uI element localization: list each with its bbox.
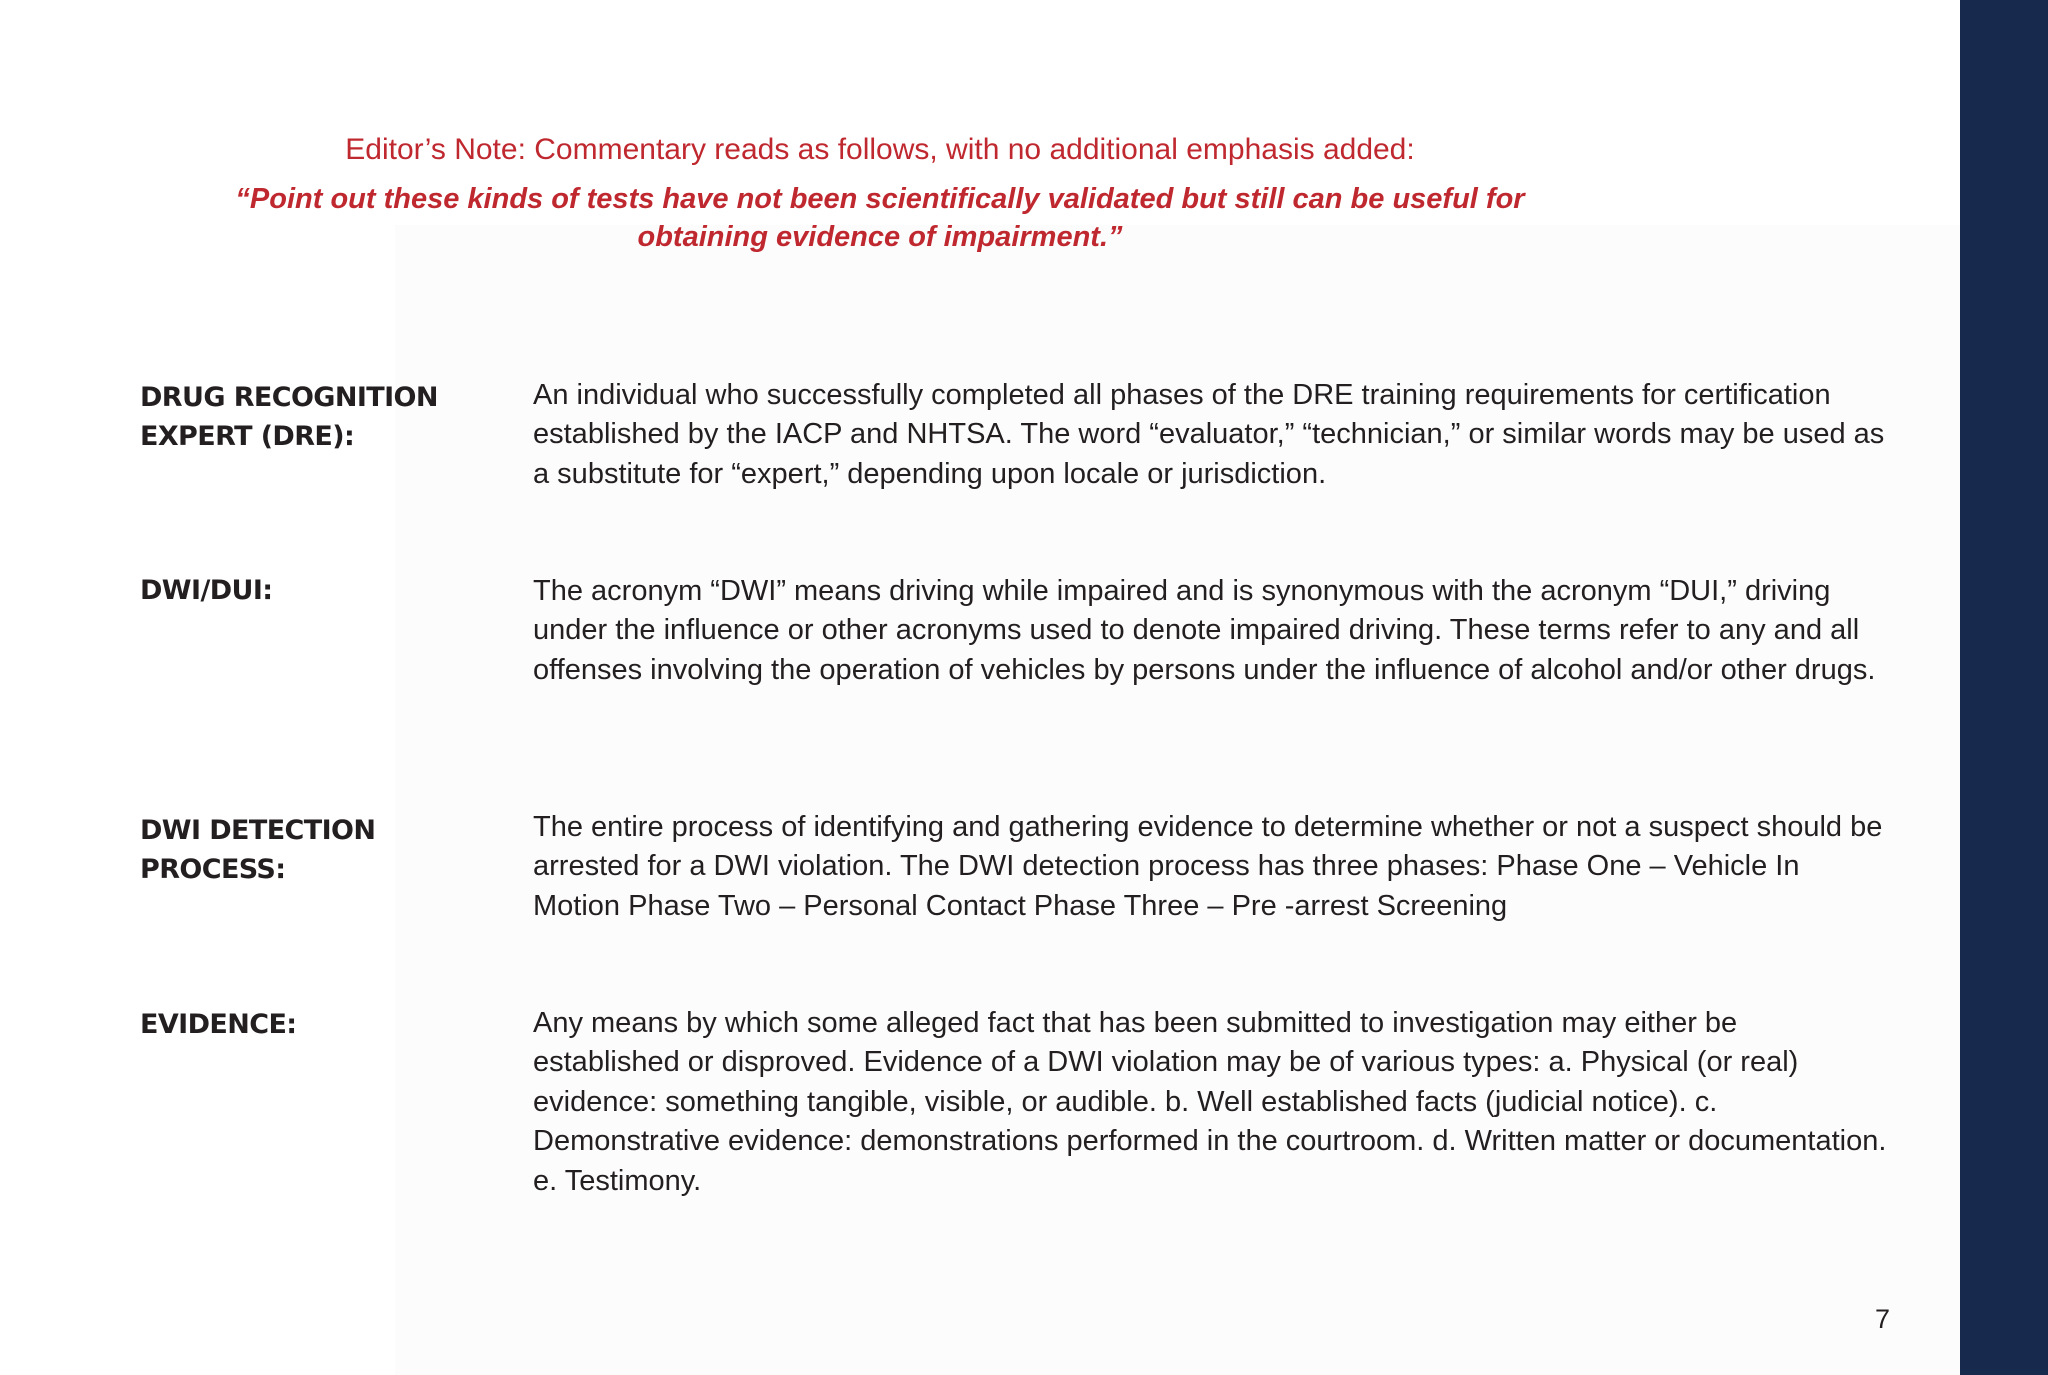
- term-drug-recognition-expert: DRUG RECOGNITION EXPERT (DRE):: [140, 382, 438, 452]
- term-evidence: EVIDENCE:: [140, 1009, 297, 1040]
- editor-note-intro: Editor’s Note: Commentary reads as follows, with no additional emphasis added:: [345, 133, 1415, 166]
- term-dwi-detection-process: DWI DETECTION PROCESS:: [140, 815, 376, 885]
- navy-side-bar: [1960, 0, 2048, 1375]
- term-dwi-dui: DWI/DUI:: [140, 575, 273, 606]
- definition-evidence: Any means by which some alleged fact that has been submitted to investigation may either be established or disproved. Evidence of a DWI violation may be of various types: a. Physical (or real) evidence: something tangible, visible, or audible. b. Well established facts (judicial notice). c. Demonstrative evidence: demonstrations performed in the courtroom. d. Written matter or documentation. e. Testimony.: [533, 1007, 1887, 1197]
- page-number: 7: [1875, 1304, 1891, 1334]
- editor-note-quote: “Point out these kinds of tests have not been scientifically validated but still can be useful for obtaining evidence of impairment.”: [235, 183, 1525, 253]
- definition-dwi-dui: The acronym “DWI” means driving while impaired and is synonymous with the acronym “DUI,” driving under the influence or other acronyms used to denote impaired driving. These terms refer to any and all offenses involving the operation of vehicles by persons under the influence of alcohol and/or other drugs.: [533, 575, 1876, 686]
- definition-dwi-detection-process: The entire process of identifying and gathering evidence to determine whether or not a suspect should be arrested for a DWI violation. The DWI detection process has three phases: Phase One – Vehicle In Motion Phase Two – Personal Contact Phase Three – Pre -arrest Screening: [533, 811, 1883, 922]
- definition-drug-recognition-expert: An individual who successfully completed all phases of the DRE training requirements for certification established by the IACP and NHTSA. The word “evaluator,” “technician,” or similar words may be used as a substitute for “expert,” depending upon locale or jurisdiction.: [533, 379, 1885, 490]
